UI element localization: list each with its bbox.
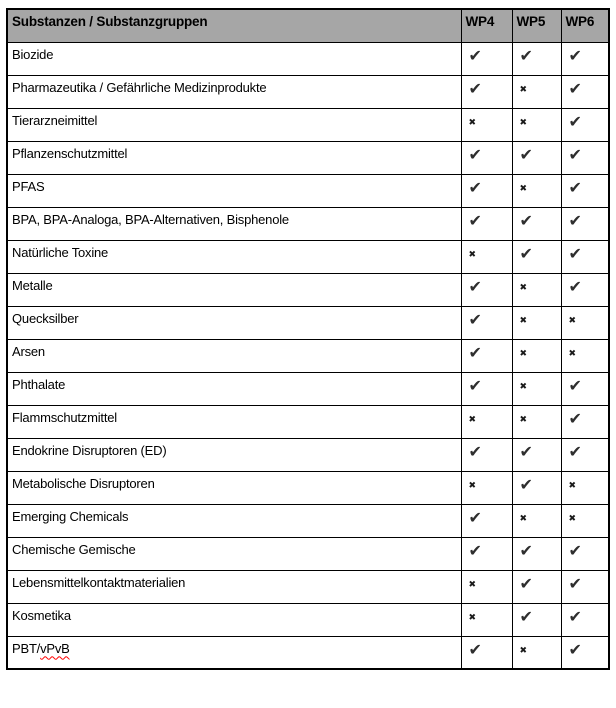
wp6-mark: [561, 174, 609, 207]
substance-label: BPA, BPA-Analoga, BPA-Alternativen, Bisphenole: [7, 207, 461, 240]
wp5-mark: [512, 240, 561, 273]
substance-label: Flammschutzmittel: [7, 405, 461, 438]
substance-label: Lebensmittelkontaktmaterialien: [7, 570, 461, 603]
check-mark-icon: ✔: [468, 342, 482, 362]
table-row: [7, 372, 609, 405]
wp6-mark: [561, 75, 609, 108]
wp5-mark: [512, 570, 561, 603]
wp6-mark: [561, 636, 609, 669]
table-row: [7, 108, 609, 141]
cross-mark-icon: ✖: [519, 348, 527, 359]
wp6-mark: [561, 207, 609, 240]
check-mark-icon: ✔: [568, 243, 582, 263]
check-mark-icon: ✔: [568, 606, 582, 626]
wp5-mark: [512, 603, 561, 636]
wp4-mark: [461, 504, 512, 537]
check-mark-icon: ✔: [568, 408, 582, 428]
check-mark-icon: ✔: [568, 177, 582, 197]
wp5-mark: [512, 75, 561, 108]
cross-mark-icon: ✖: [568, 513, 576, 524]
wp4-mark: [461, 273, 512, 306]
check-mark-icon: ✔: [519, 606, 533, 626]
table-row: [7, 174, 609, 207]
wp4-mark: [461, 174, 512, 207]
wp5-mark: [512, 537, 561, 570]
wp4-mark: [461, 207, 512, 240]
header-substances: Substanzen / Substanzgruppen: [7, 9, 461, 42]
check-mark-icon: ✔: [568, 78, 582, 98]
wp4-mark: [461, 603, 512, 636]
wp4-mark: [461, 141, 512, 174]
cross-mark-icon: ✖: [468, 249, 476, 260]
table-row: [7, 240, 609, 273]
wp5-mark: [512, 108, 561, 141]
check-mark-icon: ✔: [468, 177, 482, 197]
wp5-mark: [512, 141, 561, 174]
cross-mark-icon: ✖: [468, 579, 476, 590]
cross-mark-icon: ✖: [519, 282, 527, 293]
table-row: [7, 306, 609, 339]
substance-label-text: PBT/: [12, 640, 41, 656]
cross-mark-icon: ✖: [519, 183, 527, 194]
wp5-mark: [512, 636, 561, 669]
wp6-mark: [561, 42, 609, 75]
substance-label: Metalle: [7, 273, 461, 306]
header-wp4: WP4: [461, 9, 512, 42]
check-mark-icon: ✔: [468, 45, 482, 65]
wp6-mark: [561, 537, 609, 570]
wp6-mark: [561, 504, 609, 537]
wp4-mark: [461, 471, 512, 504]
check-mark-icon: ✔: [468, 276, 482, 296]
check-mark-icon: ✔: [468, 639, 482, 659]
wp6-mark: [561, 372, 609, 405]
substance-label: Endokrine Disruptoren (ED): [7, 438, 461, 471]
spellcheck-underlined-word: vPvB: [40, 640, 70, 656]
wp5-mark: [512, 174, 561, 207]
wp5-mark: [512, 42, 561, 75]
wp6-mark: [561, 603, 609, 636]
check-mark-icon: ✔: [519, 540, 533, 560]
wp4-mark: [461, 42, 512, 75]
wp5-mark: [512, 405, 561, 438]
table-row: [7, 504, 609, 537]
table-row: [7, 339, 609, 372]
check-mark-icon: ✔: [568, 276, 582, 296]
substance-label: Tierarzneimittel: [7, 108, 461, 141]
header-wp6: WP6: [561, 9, 609, 42]
substance-label: Pharmazeutika / Gefährliche Medizinprodukte: [7, 75, 461, 108]
table-row: [7, 537, 609, 570]
table-row: [7, 405, 609, 438]
substance-label: [7, 636, 461, 669]
cross-mark-icon: ✖: [468, 612, 476, 623]
check-mark-icon: ✔: [568, 45, 582, 65]
cross-mark-icon: ✖: [568, 480, 576, 491]
check-mark-icon: ✔: [468, 309, 482, 329]
check-mark-icon: ✔: [568, 441, 582, 461]
wp6-mark: [561, 438, 609, 471]
substance-label: PFAS: [7, 174, 461, 207]
check-mark-icon: ✔: [519, 144, 533, 164]
wp4-mark: [461, 570, 512, 603]
cross-mark-icon: ✖: [468, 480, 476, 491]
check-mark-icon: ✔: [568, 111, 582, 131]
table-row: [7, 141, 609, 174]
substance-label: Quecksilber: [7, 306, 461, 339]
cross-mark-icon: ✖: [519, 117, 527, 128]
table-row: [7, 603, 609, 636]
substance-label: Biozide: [7, 42, 461, 75]
check-mark-icon: ✔: [519, 243, 533, 263]
table-body: [7, 42, 609, 669]
substance-label: Metabolische Disruptoren: [7, 471, 461, 504]
check-mark-icon: ✔: [468, 441, 482, 461]
cross-mark-icon: ✖: [568, 348, 576, 359]
wp5-mark: [512, 306, 561, 339]
substance-label: Pflanzenschutzmittel: [7, 141, 461, 174]
wp5-mark: [512, 504, 561, 537]
wp5-mark: [512, 339, 561, 372]
wp6-mark: [561, 306, 609, 339]
wp5-mark: [512, 372, 561, 405]
wp5-mark: [512, 207, 561, 240]
wp4-mark: [461, 537, 512, 570]
wp6-mark: [561, 141, 609, 174]
check-mark-icon: ✔: [468, 507, 482, 527]
check-mark-icon: ✔: [468, 144, 482, 164]
substance-label: Arsen: [7, 339, 461, 372]
check-mark-icon: ✔: [568, 210, 582, 230]
substance-label: Natürliche Toxine: [7, 240, 461, 273]
table-row: [7, 75, 609, 108]
check-mark-icon: ✔: [568, 639, 582, 659]
check-mark-icon: ✔: [519, 573, 533, 593]
wp6-mark: [561, 471, 609, 504]
cross-mark-icon: ✖: [519, 645, 527, 656]
table-row: [7, 438, 609, 471]
table-row: [7, 471, 609, 504]
cross-mark-icon: ✖: [468, 117, 476, 128]
header-wp5: WP5: [512, 9, 561, 42]
wp6-mark: [561, 570, 609, 603]
check-mark-icon: ✔: [568, 144, 582, 164]
cross-mark-icon: ✖: [519, 381, 527, 392]
wp4-mark: [461, 438, 512, 471]
check-mark-icon: ✔: [519, 441, 533, 461]
cross-mark-icon: ✖: [519, 315, 527, 326]
cross-mark-icon: ✖: [468, 414, 476, 425]
check-mark-icon: ✔: [568, 573, 582, 593]
wp4-mark: [461, 240, 512, 273]
wp5-mark: [512, 438, 561, 471]
wp6-mark: [561, 405, 609, 438]
wp6-mark: [561, 339, 609, 372]
check-mark-icon: ✔: [468, 375, 482, 395]
table-row: [7, 570, 609, 603]
wp6-mark: [561, 273, 609, 306]
table-row: [7, 207, 609, 240]
cross-mark-icon: ✖: [568, 315, 576, 326]
wp4-mark: [461, 306, 512, 339]
table-row: [7, 42, 609, 75]
wp6-mark: [561, 108, 609, 141]
substance-label: Emerging Chemicals: [7, 504, 461, 537]
wp5-mark: [512, 273, 561, 306]
table-row: [7, 273, 609, 306]
check-mark-icon: ✔: [468, 78, 482, 98]
check-mark-icon: ✔: [519, 45, 533, 65]
cross-mark-icon: ✖: [519, 513, 527, 524]
wp4-mark: [461, 405, 512, 438]
check-mark-icon: ✔: [519, 474, 533, 494]
wp4-mark: [461, 636, 512, 669]
check-mark-icon: ✔: [519, 210, 533, 230]
wp4-mark: [461, 108, 512, 141]
wp4-mark: [461, 339, 512, 372]
table-row: [7, 636, 609, 669]
substance-label: Kosmetika: [7, 603, 461, 636]
cross-mark-icon: ✖: [519, 84, 527, 95]
check-mark-icon: ✔: [468, 210, 482, 230]
substances-table: [6, 8, 610, 670]
cross-mark-icon: ✖: [519, 414, 527, 425]
check-mark-icon: ✔: [468, 540, 482, 560]
wp4-mark: [461, 372, 512, 405]
wp5-mark: [512, 471, 561, 504]
check-mark-icon: ✔: [568, 375, 582, 395]
check-mark-icon: ✔: [568, 540, 582, 560]
substance-label: Phthalate: [7, 372, 461, 405]
substance-label: Chemische Gemische: [7, 537, 461, 570]
table-header-row: [7, 9, 609, 42]
wp6-mark: [561, 240, 609, 273]
wp4-mark: [461, 75, 512, 108]
